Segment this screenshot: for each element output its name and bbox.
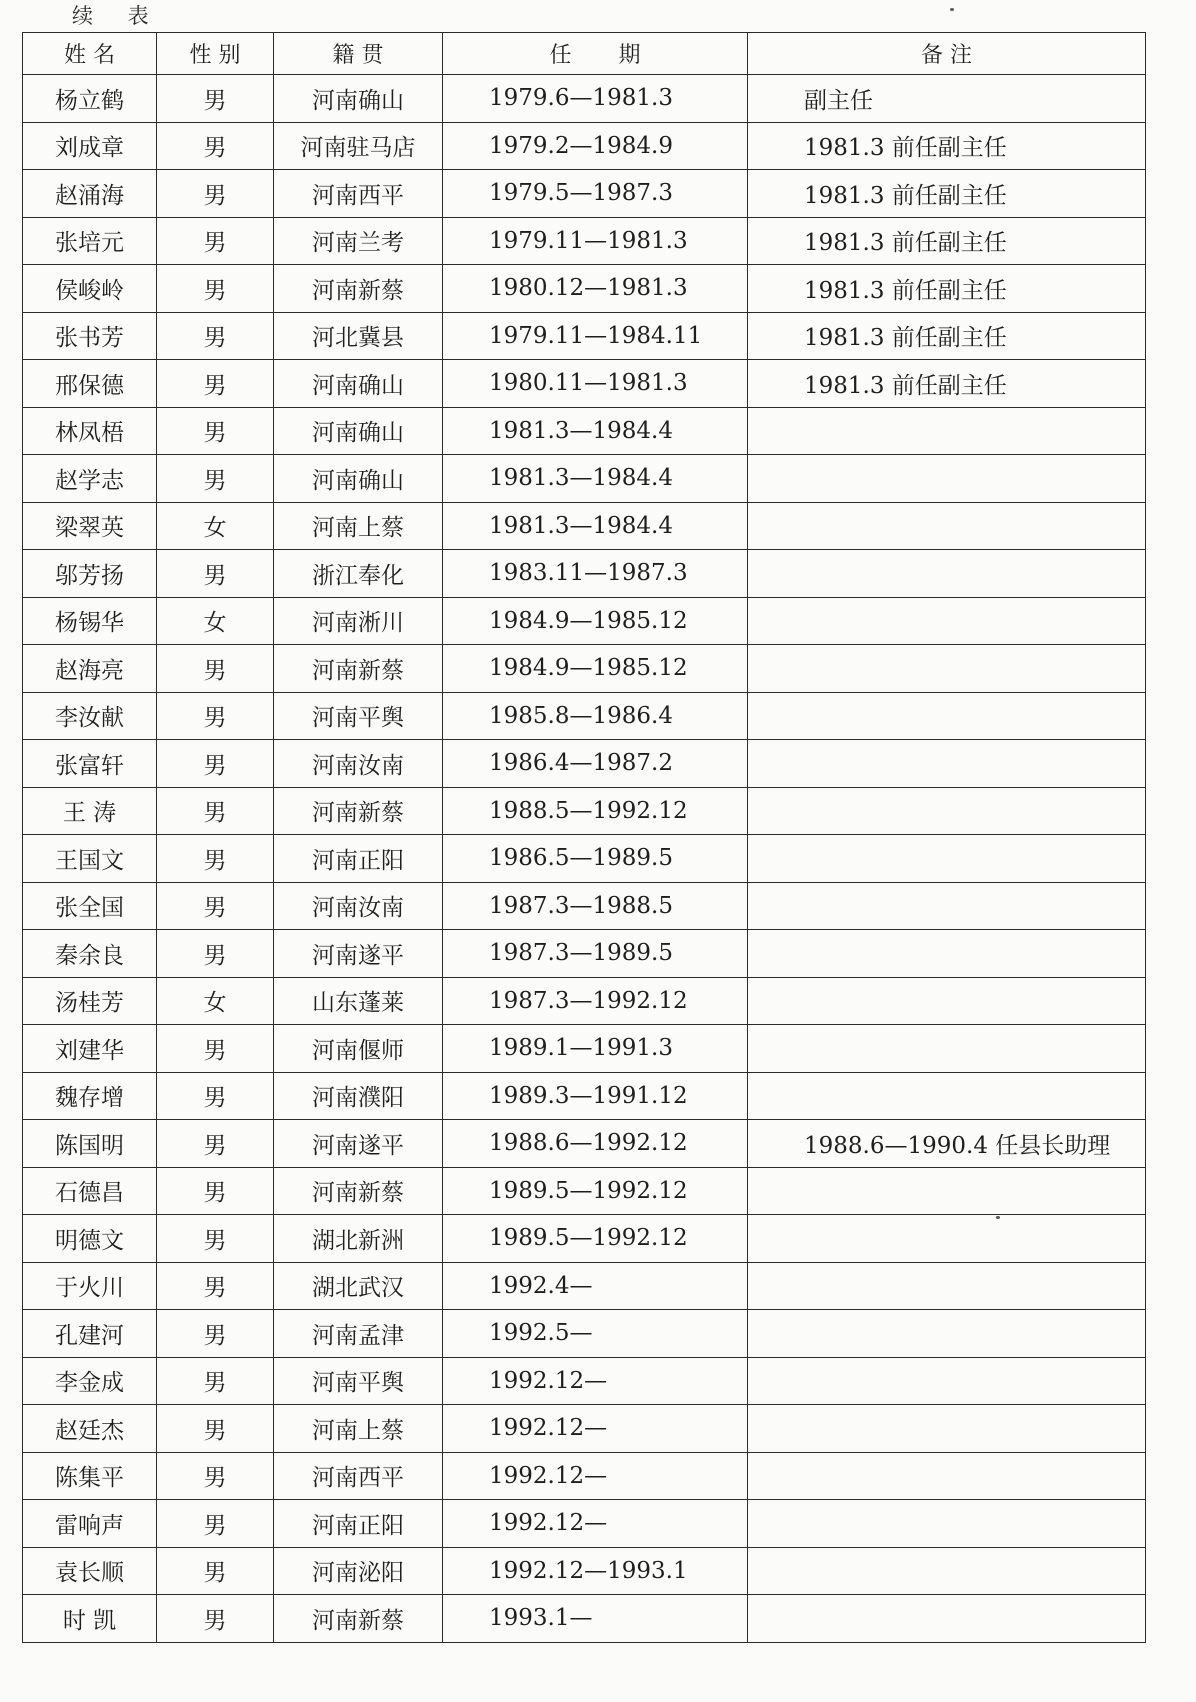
paper-speck [996,1216,1000,1219]
cell-name: 张富轩 [23,740,157,788]
cell-term: 1989.1—1991.3 [443,1025,748,1073]
cell-term: 1987.3—1988.5 [443,882,748,930]
cell-notes [748,1167,1146,1215]
table-row [23,882,1146,930]
cell-gender: 男 [157,455,274,503]
cell-name: 明德文 [23,1215,157,1263]
cell-gender: 男 [157,835,274,883]
cell-term: 1981.3—1984.4 [443,502,748,550]
cell-name: 侯峻岭 [23,265,157,313]
table-row [23,550,1146,598]
cell-notes: 副主任 [748,75,1146,123]
cell-origin: 河南确山 [274,407,443,455]
cell-gender: 男 [157,312,274,360]
cell-gender: 男 [157,1357,274,1405]
cell-gender: 男 [157,930,274,978]
cell-gender: 男 [157,1215,274,1263]
cell-gender: 女 [157,977,274,1025]
cell-origin: 河南新蔡 [274,645,443,693]
table-row [23,977,1146,1025]
table-row [23,265,1146,313]
table-row [23,1405,1146,1453]
table-row [23,1072,1146,1120]
header-term: 任 期 [443,33,748,75]
cell-name: 杨锡华 [23,597,157,645]
cell-notes [748,740,1146,788]
cell-gender: 男 [157,1405,274,1453]
cell-name: 李汝献 [23,692,157,740]
cell-term: 1984.9—1985.12 [443,597,748,645]
cell-origin: 河南汝南 [274,740,443,788]
cell-origin: 河南淅川 [274,597,443,645]
cell-term: 1986.5—1989.5 [443,835,748,883]
cell-gender: 男 [157,1595,274,1643]
cell-term: 1988.5—1992.12 [443,787,748,835]
header-origin: 籍 贯 [274,33,443,75]
cell-name: 陈集平 [23,1452,157,1500]
cell-notes [748,692,1146,740]
cell-name: 赵海亮 [23,645,157,693]
cell-notes [748,1357,1146,1405]
cell-origin: 河南西平 [274,1452,443,1500]
cell-name: 袁长顺 [23,1547,157,1595]
table-body [23,75,1146,1643]
cell-notes: 1981.3 前任副主任 [748,312,1146,360]
cell-gender: 男 [157,1167,274,1215]
table-row [23,75,1146,123]
header-name: 姓 名 [23,33,157,75]
cell-notes [748,407,1146,455]
cell-gender: 男 [157,1120,274,1168]
header-gender: 性 别 [157,33,274,75]
cell-name: 赵涌海 [23,170,157,218]
cell-origin: 河南新蔡 [274,1167,443,1215]
cell-term: 1986.4—1987.2 [443,740,748,788]
cell-name: 王国文 [23,835,157,883]
cell-name: 赵廷杰 [23,1405,157,1453]
cell-origin: 山东蓬莱 [274,977,443,1025]
cell-notes [748,1452,1146,1500]
table-row [23,1167,1146,1215]
cell-origin: 湖北武汉 [274,1262,443,1310]
cell-notes: 1981.3 前任副主任 [748,360,1146,408]
cell-origin: 河南平舆 [274,692,443,740]
cell-gender: 女 [157,502,274,550]
cell-origin: 浙江奉化 [274,550,443,598]
table-row [23,455,1146,503]
cell-term: 1992.5— [443,1310,748,1358]
cell-origin: 河南新蔡 [274,265,443,313]
cell-notes [748,502,1146,550]
table-row [23,1452,1146,1500]
table-row [23,1262,1146,1310]
table-row [23,1120,1146,1168]
table-row [23,740,1146,788]
cell-notes [748,550,1146,598]
table-row [23,930,1146,978]
cell-name: 雷响声 [23,1500,157,1548]
cell-name: 李金成 [23,1357,157,1405]
cell-name: 石德昌 [23,1167,157,1215]
table-row [23,122,1146,170]
cell-term: 1993.1— [443,1595,748,1643]
paper-speck [950,8,954,11]
table-row [23,835,1146,883]
continued-table-caption: 续 表 [72,4,163,28]
cell-gender: 男 [157,122,274,170]
cell-origin: 河南遂平 [274,930,443,978]
cell-name: 邢保德 [23,360,157,408]
cell-name: 赵学志 [23,455,157,503]
cell-origin: 湖北新洲 [274,1215,443,1263]
cell-notes [748,977,1146,1025]
cell-origin: 河南上蔡 [274,1405,443,1453]
cell-origin: 河南确山 [274,455,443,503]
cell-gender: 男 [157,645,274,693]
table-row [23,1025,1146,1073]
cell-notes [748,787,1146,835]
cell-origin: 河南驻马店 [274,122,443,170]
cell-name: 林凤梧 [23,407,157,455]
cell-gender: 男 [157,787,274,835]
cell-term: 1979.11—1981.3 [443,217,748,265]
cell-notes [748,1547,1146,1595]
cell-origin: 河南新蔡 [274,1595,443,1643]
cell-name: 魏存增 [23,1072,157,1120]
cell-term: 1985.8—1986.4 [443,692,748,740]
cell-notes [748,1310,1146,1358]
cell-origin: 河南汝南 [274,882,443,930]
cell-gender: 女 [157,597,274,645]
cell-origin: 河南孟津 [274,1310,443,1358]
table-row [23,360,1146,408]
cell-gender: 男 [157,75,274,123]
cell-notes: 1988.6—1990.4 任县长助理 [748,1120,1146,1168]
cell-term: 1980.12—1981.3 [443,265,748,313]
cell-gender: 男 [157,740,274,788]
cell-origin: 河南兰考 [274,217,443,265]
cell-term: 1992.12— [443,1357,748,1405]
cell-gender: 男 [157,692,274,740]
cell-notes [748,835,1146,883]
cell-name: 陈国明 [23,1120,157,1168]
cell-gender: 男 [157,217,274,265]
cell-term: 1992.12— [443,1500,748,1548]
cell-notes: 1981.3 前任副主任 [748,265,1146,313]
table-row [23,1500,1146,1548]
table-row [23,217,1146,265]
cell-term: 1979.2—1984.9 [443,122,748,170]
cell-term: 1981.3—1984.4 [443,455,748,503]
cell-name: 刘成章 [23,122,157,170]
cell-term: 1979.6—1981.3 [443,75,748,123]
cell-notes [748,1072,1146,1120]
table-row [23,597,1146,645]
cell-name: 王 涛 [23,787,157,835]
cell-notes [748,1595,1146,1643]
cell-origin: 河南确山 [274,360,443,408]
cell-origin: 河南偃师 [274,1025,443,1073]
cell-name: 刘建华 [23,1025,157,1073]
cell-name: 张全国 [23,882,157,930]
cell-gender: 男 [157,550,274,598]
cell-name: 杨立鹤 [23,75,157,123]
cell-notes [748,1262,1146,1310]
cell-term: 1989.3—1991.12 [443,1072,748,1120]
cell-notes: 1981.3 前任副主任 [748,170,1146,218]
cell-name: 梁翠英 [23,502,157,550]
cell-term: 1992.12—1993.1 [443,1547,748,1595]
cell-name: 邬芳扬 [23,550,157,598]
table-row [23,1547,1146,1595]
cell-gender: 男 [157,1025,274,1073]
cell-term: 1992.12— [443,1452,748,1500]
cell-origin: 河南泌阳 [274,1547,443,1595]
cell-gender: 男 [157,1262,274,1310]
table-row [23,787,1146,835]
table-row [23,170,1146,218]
cell-term: 1988.6—1992.12 [443,1120,748,1168]
cell-notes [748,882,1146,930]
cell-origin: 河南新蔡 [274,787,443,835]
cell-term: 1984.9—1985.12 [443,645,748,693]
cell-origin: 河北冀县 [274,312,443,360]
cell-gender: 男 [157,1500,274,1548]
cell-origin: 河南上蔡 [274,502,443,550]
cell-notes [748,455,1146,503]
cell-gender: 男 [157,170,274,218]
cell-notes [748,930,1146,978]
cell-name: 秦余良 [23,930,157,978]
cell-origin: 河南正阳 [274,1500,443,1548]
cell-notes [748,1500,1146,1548]
table-row [23,645,1146,693]
cell-name: 张书芳 [23,312,157,360]
cell-gender: 男 [157,360,274,408]
cell-gender: 男 [157,407,274,455]
cell-term: 1992.4— [443,1262,748,1310]
table-row [23,407,1146,455]
cell-origin: 河南正阳 [274,835,443,883]
cell-notes [748,597,1146,645]
cell-gender: 男 [157,1547,274,1595]
cell-term: 1989.5—1992.12 [443,1215,748,1263]
cell-notes [748,1405,1146,1453]
cell-term: 1981.3—1984.4 [443,407,748,455]
cell-name: 时 凯 [23,1595,157,1643]
cell-gender: 男 [157,882,274,930]
header-notes: 备 注 [748,33,1146,75]
cell-gender: 男 [157,265,274,313]
table-header-row [23,33,1146,75]
cell-name: 汤桂芳 [23,977,157,1025]
table-row [23,502,1146,550]
cell-term: 1979.5—1987.3 [443,170,748,218]
cell-term: 1987.3—1989.5 [443,930,748,978]
cell-term: 1989.5—1992.12 [443,1167,748,1215]
cell-notes [748,1215,1146,1263]
cell-term: 1992.12— [443,1405,748,1453]
table-row [23,1357,1146,1405]
cell-origin: 河南西平 [274,170,443,218]
cell-term: 1983.11—1987.3 [443,550,748,598]
cell-notes: 1981.3 前任副主任 [748,217,1146,265]
cell-gender: 男 [157,1452,274,1500]
cell-origin: 河南确山 [274,75,443,123]
table-row [23,312,1146,360]
cell-origin: 河南遂平 [274,1120,443,1168]
table-row [23,1310,1146,1358]
cell-term: 1987.3—1992.12 [443,977,748,1025]
cell-origin: 河南濮阳 [274,1072,443,1120]
personnel-roster-table [22,32,1146,1643]
cell-term: 1979.11—1984.11 [443,312,748,360]
cell-gender: 男 [157,1310,274,1358]
cell-notes [748,1025,1146,1073]
cell-gender: 男 [157,1072,274,1120]
cell-name: 于火川 [23,1262,157,1310]
cell-origin: 河南平舆 [274,1357,443,1405]
cell-term: 1980.11—1981.3 [443,360,748,408]
cell-name: 孔建河 [23,1310,157,1358]
cell-name: 张培元 [23,217,157,265]
table-row [23,1215,1146,1263]
cell-notes [748,645,1146,693]
cell-notes: 1981.3 前任副主任 [748,122,1146,170]
table-row [23,692,1146,740]
table-row [23,1595,1146,1643]
